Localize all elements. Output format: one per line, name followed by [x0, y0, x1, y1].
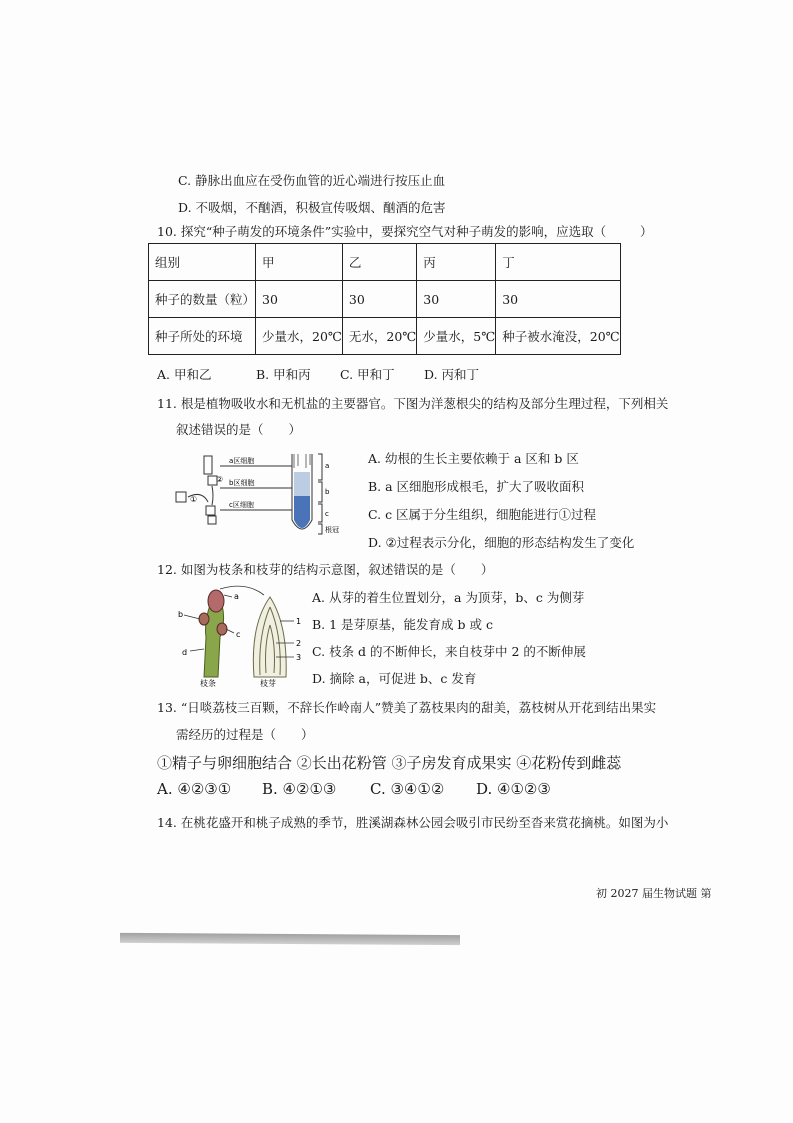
label-a: a — [234, 592, 239, 601]
table-cell: 30 — [256, 281, 343, 318]
process-2-label: ② — [216, 475, 224, 484]
bud-caption: 枝芽 — [260, 679, 276, 687]
q10-option-c: C. 甲和丁 — [340, 367, 395, 382]
q14-stem: 14. 在桃花盛开和桃子成熟的季节，胜溪湖森林公园会吸引市民纷至沓来赏花摘桃。如图为小 — [157, 815, 669, 830]
q12-option-a: A. 从芽的着生位置划分，a 为顶芽，b、c 为侧芽 — [312, 590, 585, 605]
page-edge-shadow — [120, 933, 460, 945]
c-cell-shape — [176, 492, 186, 502]
terminal-bud — [208, 590, 224, 612]
q13-stem-line2: 需经历的过程是（ ） — [176, 727, 314, 742]
q12-option-b: B. 1 是芽原基，能发育成 b 或 c — [312, 617, 493, 632]
table-cell: 30 — [496, 281, 620, 318]
root-tip-dark — [294, 496, 310, 528]
table-row — [149, 318, 621, 355]
table-cell: 种子被水淹没，20℃ — [496, 318, 620, 355]
zone-a-label: a — [325, 462, 330, 470]
a-cell-shape — [204, 456, 212, 474]
root-tip-middle — [294, 472, 310, 496]
q11-option-b: B. a 区细胞形成根毛，扩大了吸收面积 — [368, 479, 585, 494]
q11-option-c: C. c 区属于分生组织，细胞能进行①过程 — [368, 507, 597, 522]
table-cell: 种子所处的环境 — [149, 318, 256, 355]
table-row — [149, 244, 621, 281]
q11-option-d: D. ②过程表示分化，细胞的形态结构发生了变化 — [368, 535, 635, 550]
table-header-cell: 甲 — [256, 244, 343, 281]
lateral-bud-b — [199, 613, 209, 625]
table-header-cell: 丙 — [417, 244, 496, 281]
c-cells-label: c区细胞 — [229, 501, 254, 509]
q9-option-d: D. 不吸烟，不酗酒，积极宣传吸烟、酗酒的危害 — [178, 200, 446, 215]
b-cells-label: b区细胞 — [229, 479, 255, 487]
q13-option-a: A. ④②③① — [157, 780, 232, 798]
q13-steps: ①精子与卵细胞结合 ②长出花粉管 ③子房发育成果实 ④花粉传到雌蕊 — [157, 754, 622, 772]
q13-option-d: D. ④①②③ — [476, 780, 551, 798]
q10-stem: 10. 探究“种子萌发的环境条件”实验中，要探究空气对种子萌发的影响，应选取（ — [157, 224, 607, 239]
process-arrow-2 — [212, 486, 213, 505]
table-cell: 少量水，20℃ — [256, 318, 343, 355]
lateral-bud-c — [217, 623, 227, 635]
zoom-arrow — [220, 586, 264, 595]
table-cell: 少量水，5℃ — [417, 318, 496, 355]
table-cell: 种子的数量（粒） — [149, 281, 256, 318]
root-cap-label: 根冠 — [325, 526, 339, 534]
table-header-cell: 丁 — [496, 244, 620, 281]
q10-table — [148, 243, 621, 355]
q10-paren-close: ） — [640, 224, 653, 239]
q9-option-c: C. 静脉出血应在受伤血管的近心端进行按压止血 — [178, 173, 446, 188]
q13-option-b: B. ④②①③ — [262, 780, 337, 798]
c-cell-shape-3 — [208, 516, 216, 524]
table-cell: 无水，20℃ — [342, 318, 416, 355]
label-c: c — [236, 630, 241, 639]
zone-b-label: b — [325, 488, 330, 496]
table-cell: 30 — [417, 281, 496, 318]
root-tip-figure — [168, 450, 358, 542]
c-cell-shape-2 — [206, 506, 215, 515]
root-hairs — [294, 454, 310, 468]
q10-option-d: D. 丙和丁 — [424, 367, 480, 382]
table-cell: 30 — [342, 281, 416, 318]
d-pointer — [190, 649, 204, 651]
a-cells-label: a区细胞 — [229, 457, 255, 465]
label-1: 1 — [296, 617, 302, 626]
q12-stem: 12. 如图为枝条和枝芽的结构示意图，叙述错误的是（ ） — [157, 562, 494, 577]
branch-caption: 枝条 — [200, 679, 216, 687]
page-footer: 初 2027 届生物试题 第 — [596, 887, 712, 900]
label-2: 2 — [296, 639, 302, 648]
b-pointer — [184, 615, 200, 619]
q11-option-a: A. 幼根的生长主要依赖于 a 区和 b 区 — [368, 451, 579, 466]
label-d: d — [182, 648, 188, 657]
q12-option-c: C. 枝条 d 的不断伸长，来自枝芽中 2 的不断伸展 — [312, 644, 586, 659]
bud-outline — [253, 597, 286, 677]
table-header-cell: 乙 — [342, 244, 416, 281]
q11-stem-line2: 叙述错误的是（ ） — [176, 422, 302, 437]
branch-bud-figure — [176, 585, 306, 687]
table-header-cell: 组别 — [149, 244, 256, 281]
label-b: b — [178, 610, 184, 619]
q11-stem-line1: 11. 根是植物吸收水和无机盐的主要器官。下图为洋葱根尖的结构及部分生理过程，下列相关 — [157, 396, 669, 411]
zone-brackets — [318, 454, 322, 534]
q10-option-b: B. 甲和丙 — [256, 367, 311, 382]
table-row — [149, 281, 621, 318]
q12-option-d: D. 摘除 a，可促进 b、c 发育 — [312, 671, 477, 686]
q13-option-c: C. ③④①② — [370, 780, 445, 798]
process-1-label: ① — [190, 495, 198, 504]
q10-option-a: A. 甲和乙 — [157, 367, 212, 382]
label-3: 3 — [296, 653, 302, 662]
a-pointer — [224, 595, 232, 597]
q13-stem-line1: 13. “日啖荔枝三百颗，不辞长作岭南人”赞美了荔枝果肉的甜美，荔枝树从开花到结出果实 — [157, 700, 657, 715]
zone-c-label: c — [325, 510, 329, 518]
